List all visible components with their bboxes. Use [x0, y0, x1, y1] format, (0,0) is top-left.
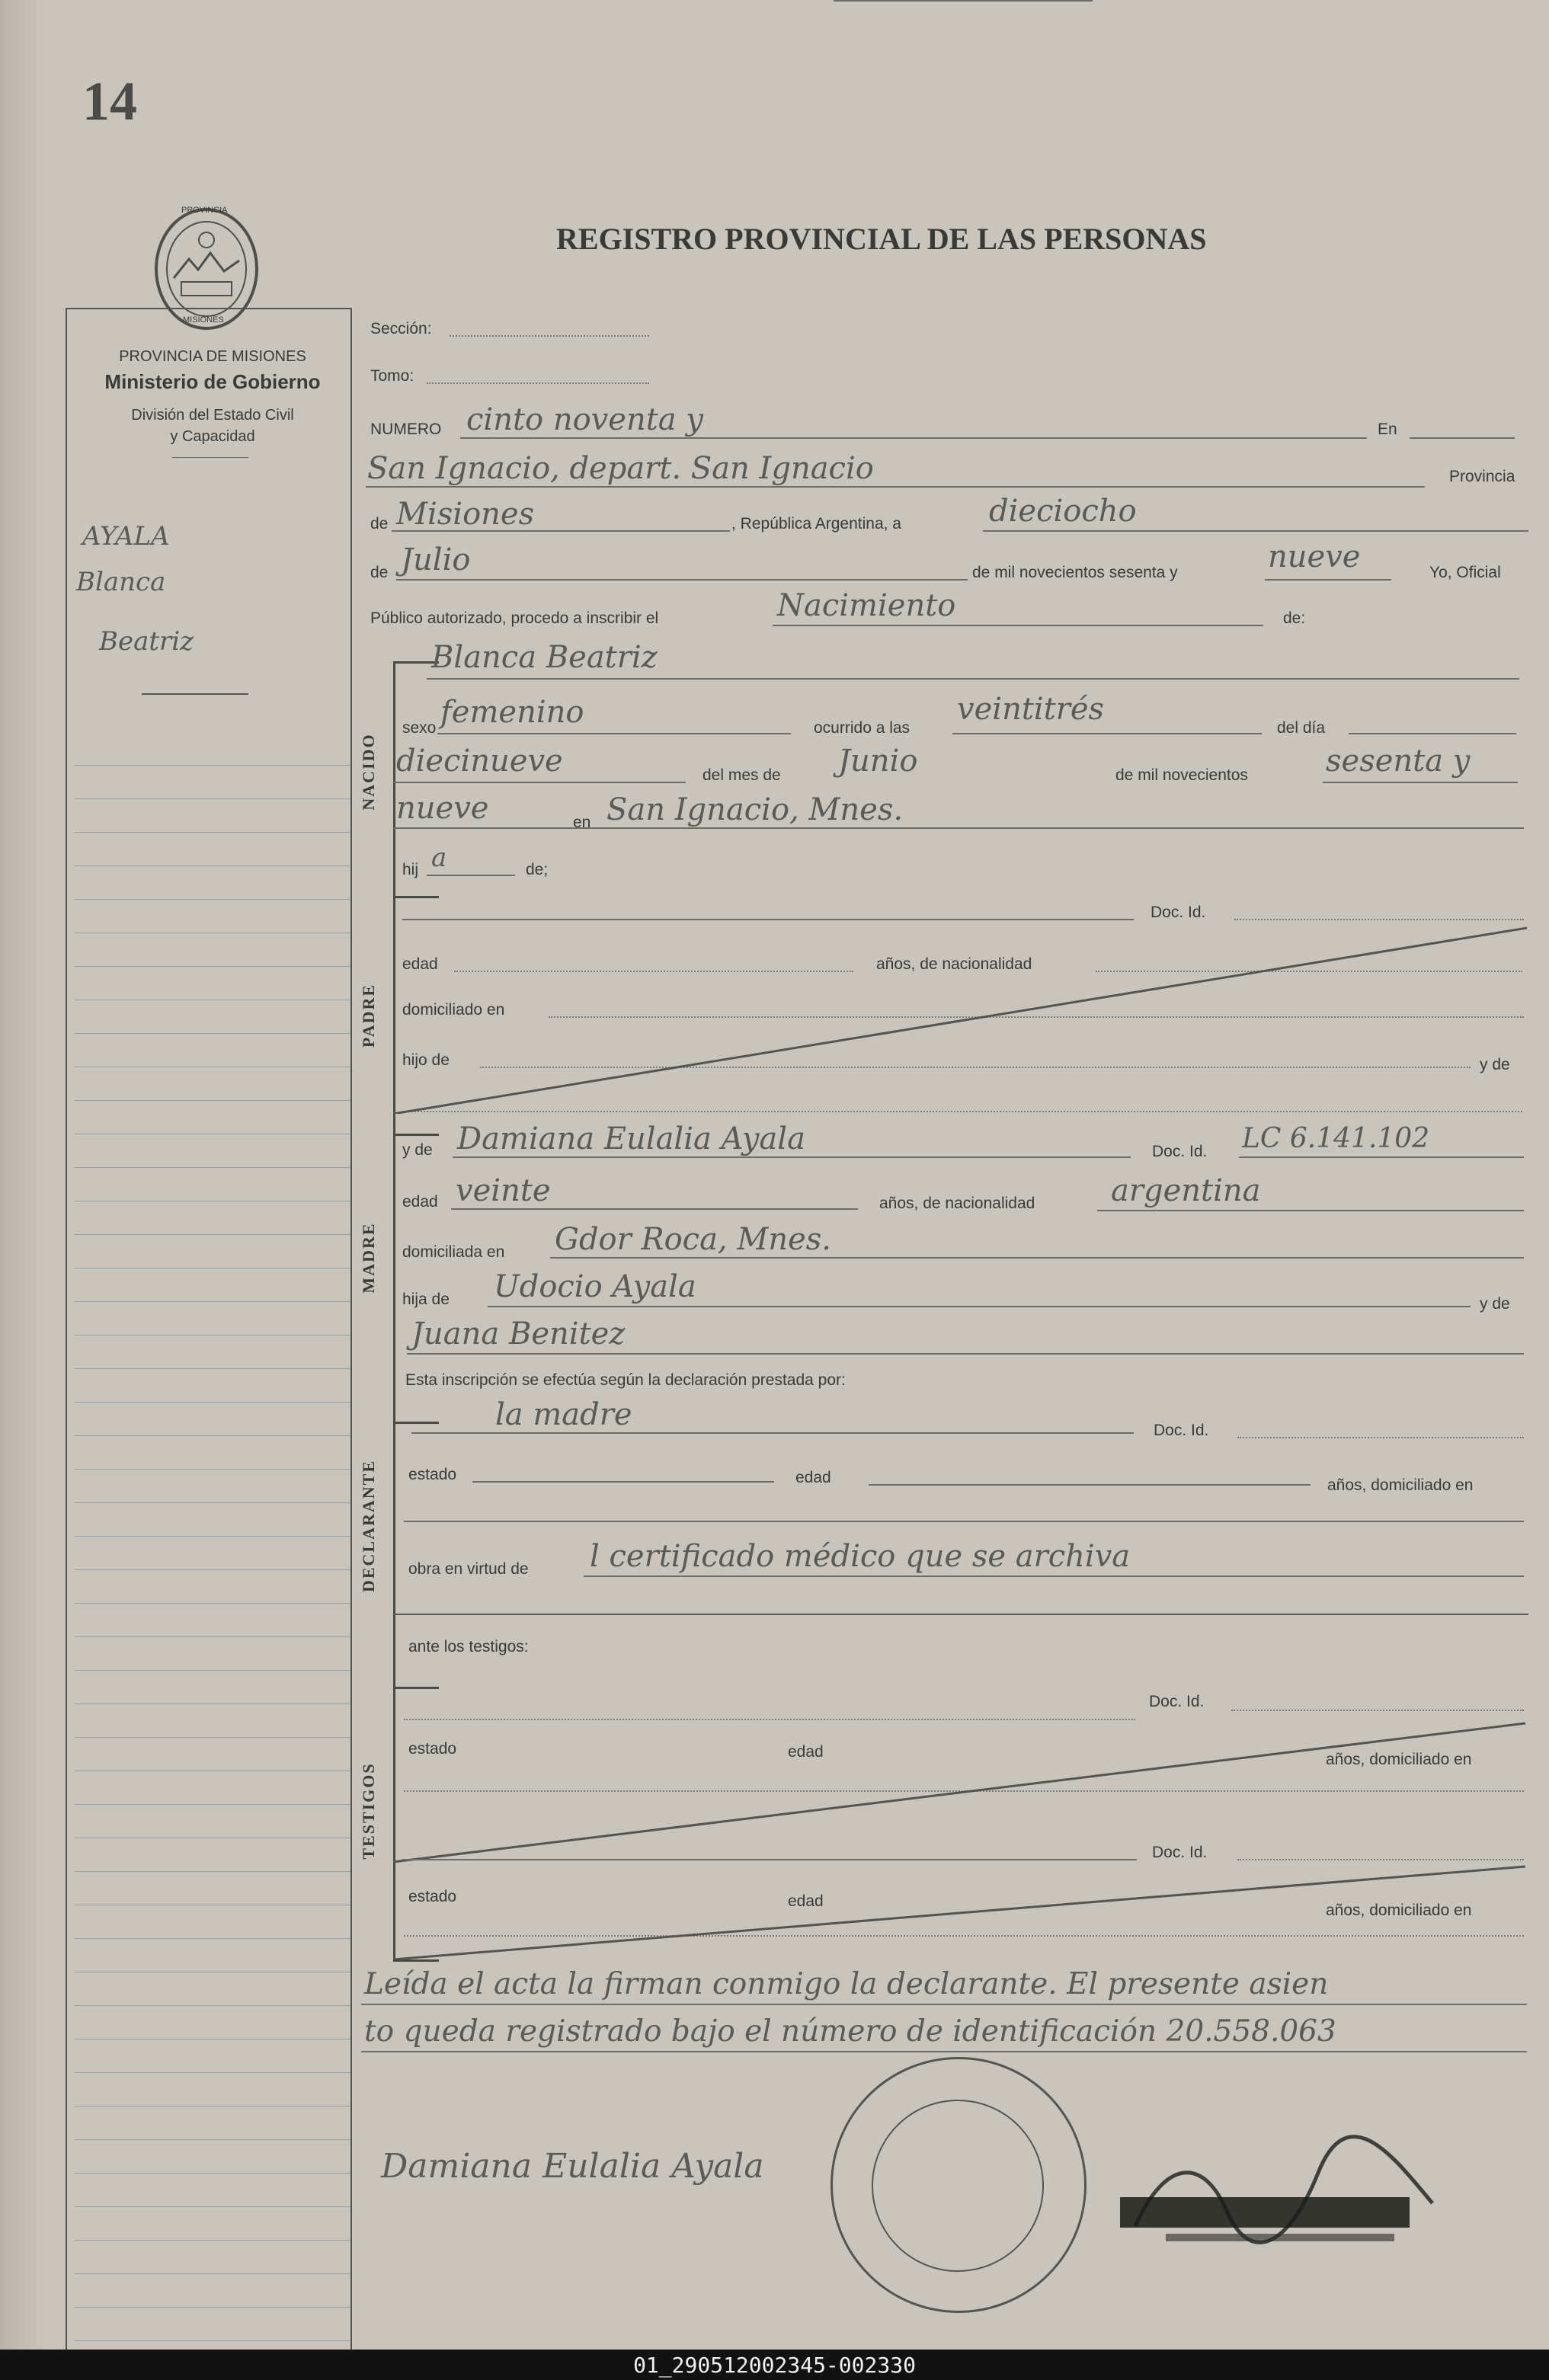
image-identifier: 01_290512002345-002330 [633, 2353, 916, 2378]
column-divider [350, 308, 352, 2350]
en-line [1410, 437, 1515, 439]
madre-doc-line [1239, 1156, 1524, 1158]
margin-ruled-line [75, 1435, 350, 1436]
margin-ruled-line [75, 1469, 350, 1470]
hour-line [952, 733, 1262, 734]
testigo2-name-line [402, 1859, 1137, 1860]
section-divider [393, 1959, 439, 1962]
madre-name-value[interactable]: Damiana Eulalia Ayala [457, 1121, 805, 1156]
month-value[interactable]: Julio [401, 542, 471, 577]
tomo-label: Tomo: [370, 367, 414, 385]
day-line [983, 530, 1528, 532]
child-name-line [427, 678, 1519, 680]
madre-nac-value[interactable]: argentina [1111, 1173, 1261, 1208]
republica-label: , República Argentina, a [731, 515, 901, 533]
testigo2-estado-label: estado [408, 1888, 457, 1905]
de-label-2: de [370, 564, 389, 581]
margin-ruled-line [75, 2206, 350, 2207]
testigo2-anos-label: años, domiciliado en [1326, 1902, 1472, 1919]
del-dia-label: del día [1277, 719, 1326, 737]
division-name: División del Estado Civil [131, 407, 294, 424]
testigo2-doc-field[interactable] [1237, 1859, 1524, 1860]
madre-nac-line [1097, 1210, 1524, 1211]
margin-ruled-line [75, 1871, 350, 1872]
provincia-label: Provincia [1449, 468, 1515, 485]
mil-label: de mil novecientos [1115, 766, 1248, 784]
de-label: de [370, 515, 389, 533]
madre-mother-line [407, 1353, 1524, 1355]
place-value[interactable]: San Ignacio, depart. San Ignacio [367, 451, 874, 486]
publico-label: Público autorizado, procedo a inscribir el [370, 609, 659, 627]
declarante-edad-line [869, 1484, 1311, 1486]
margin-ruled-line [75, 932, 350, 933]
margin-ruled-line [75, 2139, 350, 2140]
place-line [366, 486, 1425, 488]
margin-ruled-line [75, 1301, 350, 1302]
form-title: REGISTRO PROVINCIAL DE LAS PERSONAS [556, 222, 1207, 256]
divider [172, 457, 248, 458]
margin-ruled-line [75, 2173, 350, 2174]
padre-anos-label: años, de nacionalidad [876, 955, 1032, 973]
hij-value[interactable]: a [431, 843, 447, 873]
sexo-label: sexo [402, 719, 437, 737]
closing-line-1[interactable]: Leída el acta la firman conmigo la declarante. El presente asien [364, 1967, 1329, 2001]
section-divider [393, 1422, 439, 1424]
declarante-label: DECLARANTE [359, 1459, 378, 1593]
margin-ruled-line [75, 2240, 350, 2241]
margin-ruled-line [75, 2273, 350, 2274]
margin-ruled-line [75, 1502, 350, 1503]
oficial-label: Yo, Oficial [1429, 564, 1501, 581]
testigo2-doc-label: Doc. Id. [1152, 1844, 1208, 1861]
margin-ruled-line [75, 899, 350, 900]
margin-ruled-line [75, 2072, 350, 2073]
provincia-value[interactable]: Misiones [396, 497, 535, 532]
margin-second-name: Beatriz [99, 626, 194, 657]
del-dia-line [1349, 733, 1516, 734]
margin-ruled-line [75, 1636, 350, 1637]
testigos-label: TESTIGOS [359, 1762, 378, 1860]
margin-ruled-line [75, 1167, 350, 1168]
margin-ruled-line [75, 1804, 350, 1805]
year-label: de mil novecientos sesenta y [972, 564, 1178, 581]
ocurrido-label: ocurrido a las [814, 719, 911, 737]
madre-name-line [453, 1156, 1131, 1158]
nacido-month-line [834, 0, 1093, 2]
testigos-cancel-diagonal-2 [393, 1863, 1528, 1963]
act-value[interactable]: Nacimiento [777, 588, 956, 623]
en-label: En [1378, 421, 1397, 438]
testigo2-edad-label: edad [788, 1892, 824, 1910]
testigo1-anos-label: años, domiciliado en [1326, 1751, 1472, 1768]
day-value[interactable]: dieciocho [989, 494, 1137, 529]
section-divider [393, 896, 439, 898]
declarante-name-line [411, 1432, 1134, 1434]
madre-father-line [488, 1306, 1471, 1307]
testigos-intro: ante los testigos: [408, 1638, 529, 1655]
year-line [1265, 579, 1391, 581]
mother-signature: Damiana Eulalia Ayala [381, 2147, 764, 2186]
madre-dom-line [550, 1257, 1524, 1259]
margin-ruled-line [75, 1033, 350, 1034]
margin-first-name: Blanca [76, 567, 166, 597]
madre-hija-label: hija de [402, 1291, 450, 1308]
ministry-name: Ministerio de Gobierno [104, 370, 321, 393]
hij-line [427, 875, 515, 876]
testigo1-estado-label: estado [408, 1740, 457, 1758]
declarante-doc-label: Doc. Id. [1154, 1422, 1209, 1439]
tomo-field[interactable] [427, 382, 649, 384]
margin-ruled-line [75, 1670, 350, 1671]
padre-name-line [402, 919, 1134, 920]
nacido-year-value[interactable]: sesenta y [1326, 744, 1471, 779]
madre-edad-line [451, 1208, 858, 1210]
padre-label: PADRE [359, 983, 378, 1048]
page-number: 14 [82, 71, 137, 132]
declarante-estado-label: estado [408, 1466, 457, 1483]
declarante-intro: Esta inscripción se efectúa según la declaración prestada por: [405, 1371, 846, 1389]
padre-hijo-label: hijo de [402, 1051, 450, 1069]
declarante-obra-label: obra en virtud de [408, 1560, 529, 1578]
declarante-dom-line [404, 1521, 1524, 1522]
margin-surname: AYALA [82, 521, 170, 552]
section-divider [393, 1614, 1528, 1615]
madre-anos-label: años, de nacionalidad [879, 1195, 1035, 1212]
sexo-value[interactable]: femenino [440, 695, 584, 730]
margin-ruled-line [75, 2307, 350, 2308]
nacido-place-value[interactable]: San Ignacio, Mnes. [606, 792, 904, 827]
top-border [66, 308, 350, 309]
testigo1-doc-field[interactable] [1231, 1710, 1524, 1711]
division-name-2: y Capacidad [170, 428, 255, 445]
sexo-line [437, 733, 791, 734]
margin-ruled-line [75, 1234, 350, 1235]
nacido-year-line [1323, 782, 1518, 783]
nacido-day-line [393, 782, 686, 783]
madre-dom-value[interactable]: Gdor Roca, Mnes. [555, 1222, 831, 1257]
closing-line-2[interactable]: to queda registrado bajo el número de identificación 20.558.063 [364, 2014, 1336, 2049]
left-border [66, 308, 67, 2350]
margin-ruled-line [75, 1938, 350, 1939]
margin-ruled-line [75, 1402, 350, 1403]
margin-ruled-line [75, 1703, 350, 1704]
coat-of-arms-icon [151, 206, 262, 332]
madre-mother-value[interactable]: Juana Benitez [411, 1316, 626, 1352]
madre-domiciliada-label: domiciliada en [402, 1243, 505, 1261]
margin-ruled-line [75, 2340, 350, 2341]
testigos-cancel-diagonal-1 [393, 1720, 1528, 1865]
section-divider [393, 1134, 439, 1136]
margin-ruled-line [75, 1603, 350, 1604]
padre-doc-label: Doc. Id. [1151, 904, 1206, 921]
hour-value[interactable]: veintitrés [957, 692, 1105, 727]
margin-ruled-line [75, 1569, 350, 1570]
nacido-label: NACIDO [359, 733, 378, 811]
de-colon-label: de: [1283, 609, 1306, 627]
declarante-doc-field[interactable] [1237, 1437, 1524, 1438]
margin-ruled-line [75, 1335, 350, 1336]
divider [142, 693, 248, 695]
declarante-obra-value[interactable]: l certificado médico que se archiva [590, 1539, 1131, 1574]
section-divider [393, 1687, 439, 1689]
margin-ruled-line [75, 865, 350, 866]
madre-edad-label: edad [402, 1193, 438, 1211]
seccion-field[interactable] [450, 335, 649, 337]
emblem-bottom-text: MISIONES [183, 315, 224, 325]
month-line [396, 579, 968, 581]
year-value[interactable]: nueve [1268, 539, 1361, 574]
declarante-estado-line [472, 1481, 774, 1483]
province-name: PROVINCIA DE MISIONES [119, 348, 306, 365]
official-signature-scribble [1120, 2127, 1448, 2279]
numero-label: NUMERO [370, 421, 442, 438]
padre-cancel-diagonal [393, 923, 1528, 1114]
margin-ruled-line [75, 832, 350, 833]
testigo1-doc-label: Doc. Id. [1149, 1693, 1205, 1710]
act-line [773, 625, 1263, 626]
padre-domiciliado-label: domiciliado en [402, 1001, 505, 1019]
margin-ruled-line [75, 1100, 350, 1101]
closing-line-2-rule [361, 2051, 1527, 2052]
madre-doc-value[interactable]: LC 6.141.102 [1242, 1123, 1430, 1154]
official-seal-inner [872, 2100, 1044, 2272]
hij-label: hij [402, 861, 419, 878]
margin-ruled-line [75, 798, 350, 799]
closing-line-1-rule [361, 2004, 1527, 2005]
madre-father-value[interactable]: Udocio Ayala [494, 1269, 696, 1304]
margin-ruled-line [75, 1368, 350, 1369]
declarante-name-value[interactable]: la madre [495, 1397, 632, 1432]
margin-ruled-line [75, 2005, 350, 2006]
en-label-2: en [573, 814, 591, 831]
seccion-label: Sección: [370, 320, 432, 337]
del-mes-label: del mes de [702, 766, 781, 784]
nacido-day-value[interactable]: diecinueve [396, 744, 563, 779]
margin-ruled-line [75, 1536, 350, 1537]
child-name-value[interactable]: Blanca Beatriz [431, 640, 658, 675]
provincia-line [392, 530, 730, 532]
emblem-top-text: PROVINCIA [181, 206, 228, 215]
declarante-obra-line [584, 1575, 1524, 1577]
madre-doc-label: Doc. Id. [1152, 1143, 1208, 1160]
margin-ruled-line [75, 966, 350, 967]
padre-y-de-label: y de [1480, 1056, 1510, 1073]
madre-y-de2-label: y de [1480, 1295, 1510, 1313]
madre-label: MADRE [359, 1222, 378, 1294]
numero-value[interactable]: cinto noventa y [466, 402, 703, 437]
numero-line [460, 437, 1367, 439]
nacido-month-value[interactable]: Junio [838, 744, 918, 779]
declarante-anos-label: años, domiciliado en [1327, 1476, 1474, 1494]
declarante-edad-label: edad [795, 1469, 831, 1486]
madre-edad-value[interactable]: veinte [456, 1173, 551, 1208]
padre-edad-label: edad [402, 955, 438, 973]
margin-ruled-line [75, 1737, 350, 1738]
de-semicolon-label: de; [526, 861, 549, 878]
padre-doc-field[interactable] [1234, 919, 1524, 920]
nacido-year-value-2[interactable]: nueve [396, 791, 489, 826]
margin-ruled-line [75, 765, 350, 766]
nacido-place-line [393, 827, 1524, 829]
testigo1-edad-label: edad [788, 1743, 824, 1761]
madre-y-de-label: y de [402, 1141, 433, 1159]
